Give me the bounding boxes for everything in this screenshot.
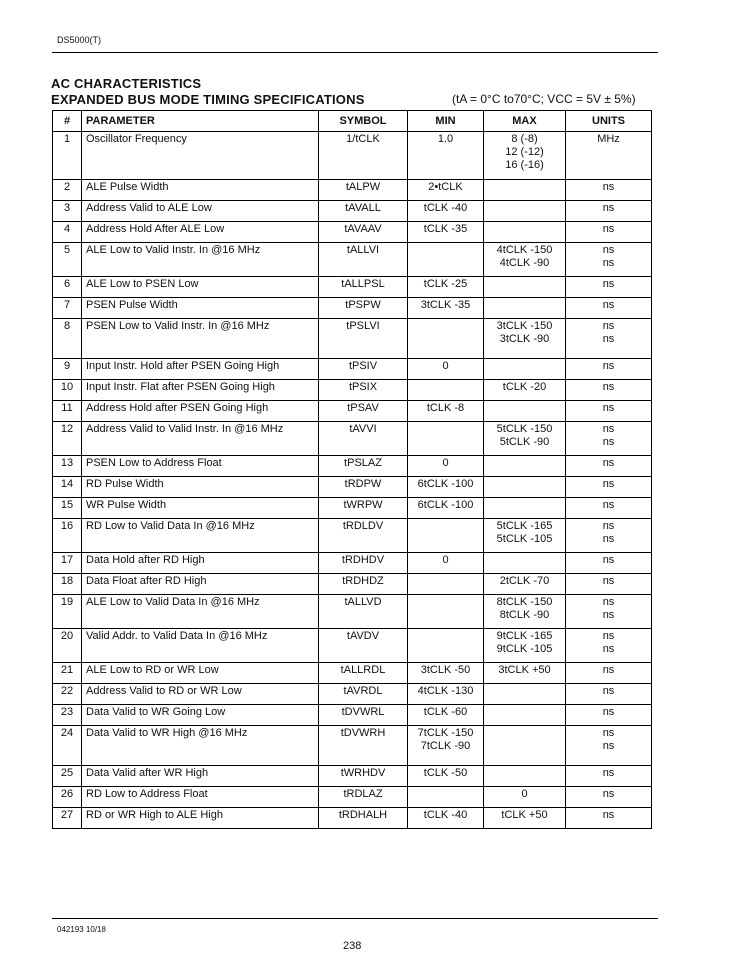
row-number: 6 bbox=[53, 277, 82, 298]
table-row bbox=[53, 359, 652, 380]
row-number: 3 bbox=[53, 201, 82, 222]
max-cell bbox=[484, 456, 566, 477]
symbol-cell: tALLVD bbox=[319, 595, 408, 629]
table-row bbox=[53, 180, 652, 201]
min-cell bbox=[408, 243, 484, 277]
units-cell bbox=[566, 705, 652, 726]
row-number: 5 bbox=[53, 243, 82, 277]
max-cell bbox=[484, 298, 566, 319]
symbol-cell: tAVAAV bbox=[319, 222, 408, 243]
units-value: ns bbox=[602, 706, 615, 718]
units-cell bbox=[566, 663, 652, 684]
units-cell bbox=[566, 422, 652, 456]
units-value: ns bbox=[602, 609, 615, 621]
row-number: 4 bbox=[53, 222, 82, 243]
parameter-cell: PSEN Pulse Width bbox=[82, 298, 319, 319]
row-number: 13 bbox=[53, 456, 82, 477]
units-value: ns bbox=[602, 244, 615, 256]
min-cell bbox=[408, 595, 484, 629]
test-conditions: (tA = 0°C to70°C; VCC = 5V ± 5%) bbox=[452, 92, 636, 106]
row-number: 10 bbox=[53, 380, 82, 401]
min-cell: 4tCLK -130 bbox=[408, 684, 484, 705]
units-cell bbox=[566, 298, 652, 319]
col-header-max: MAX bbox=[484, 111, 566, 132]
table-row bbox=[53, 477, 652, 498]
min-cell: 3tCLK -50 bbox=[408, 663, 484, 684]
row-number: 23 bbox=[53, 705, 82, 726]
units-value: ns bbox=[602, 402, 615, 414]
symbol-cell: tRDLAZ bbox=[319, 787, 408, 808]
parameter-cell: Data Valid to WR High @16 MHz bbox=[82, 726, 319, 766]
units-value: ns bbox=[602, 520, 615, 532]
row-number: 20 bbox=[53, 629, 82, 663]
parameter-cell: Input Instr. Hold after PSEN Going High bbox=[82, 359, 319, 380]
parameter-cell: ALE Low to Valid Data In @16 MHz bbox=[82, 595, 319, 629]
parameter-cell: Address Valid to Valid Instr. In @16 MHz bbox=[82, 422, 319, 456]
symbol-cell: tWRPW bbox=[319, 498, 408, 519]
table-row bbox=[53, 519, 652, 553]
table-row bbox=[53, 629, 652, 663]
units-cell bbox=[566, 277, 652, 298]
table-body bbox=[53, 132, 652, 829]
units-value: ns bbox=[602, 685, 615, 697]
units-cell bbox=[566, 222, 652, 243]
max-cell bbox=[484, 595, 566, 629]
parameter-cell: ALE Pulse Width bbox=[82, 180, 319, 201]
units-cell bbox=[566, 201, 652, 222]
row-number: 21 bbox=[53, 663, 82, 684]
table-row bbox=[53, 201, 652, 222]
units-cell bbox=[566, 787, 652, 808]
symbol-cell: tDVWRL bbox=[319, 705, 408, 726]
parameter-cell: Valid Addr. to Valid Data In @16 MHz bbox=[82, 629, 319, 663]
max-value: 5tCLK -165 bbox=[496, 520, 553, 532]
table-row bbox=[53, 277, 652, 298]
table-row bbox=[53, 726, 652, 766]
footer-code: 042193 10/18 bbox=[57, 925, 106, 934]
symbol-cell: tRDHDV bbox=[319, 553, 408, 574]
table-row bbox=[53, 401, 652, 422]
units-cell bbox=[566, 243, 652, 277]
max-value: tCLK +50 bbox=[501, 809, 548, 821]
timing-spec-table bbox=[52, 110, 652, 829]
max-cell bbox=[484, 201, 566, 222]
symbol-cell: tPSIV bbox=[319, 359, 408, 380]
table-row bbox=[53, 553, 652, 574]
units-value: ns bbox=[602, 457, 615, 469]
min-cell bbox=[408, 422, 484, 456]
max-cell bbox=[484, 380, 566, 401]
units-value: ns bbox=[602, 181, 615, 193]
parameter-cell: RD Pulse Width bbox=[82, 477, 319, 498]
parameter-cell: RD or WR High to ALE High bbox=[82, 808, 319, 829]
table-row bbox=[53, 132, 652, 180]
table-row bbox=[53, 808, 652, 829]
min-cell bbox=[408, 574, 484, 595]
parameter-cell: Data Valid after WR High bbox=[82, 766, 319, 787]
row-number: 22 bbox=[53, 684, 82, 705]
section-title-line2: EXPANDED BUS MODE TIMING SPECIFICATIONS bbox=[51, 92, 365, 107]
max-value: tCLK -20 bbox=[502, 381, 547, 393]
units-value: ns bbox=[602, 664, 615, 676]
row-number: 14 bbox=[53, 477, 82, 498]
row-number: 18 bbox=[53, 574, 82, 595]
max-cell bbox=[484, 222, 566, 243]
parameter-cell: Input Instr. Flat after PSEN Going High bbox=[82, 380, 319, 401]
parameter-cell: Address Hold after PSEN Going High bbox=[82, 401, 319, 422]
parameter-cell: ALE Low to Valid Instr. In @16 MHz bbox=[82, 243, 319, 277]
footer-rule bbox=[52, 918, 658, 919]
units-cell bbox=[566, 595, 652, 629]
parameter-cell: Data Hold after RD High bbox=[82, 553, 319, 574]
max-value: 0 bbox=[521, 788, 528, 800]
units-cell bbox=[566, 726, 652, 766]
row-number: 26 bbox=[53, 787, 82, 808]
page-number: 238 bbox=[343, 940, 362, 952]
max-value: 16 (-16) bbox=[505, 159, 544, 171]
units-value: ns bbox=[602, 223, 615, 235]
symbol-cell: tRDHALH bbox=[319, 808, 408, 829]
max-value: 4tCLK -150 bbox=[496, 244, 553, 256]
units-value: ns bbox=[602, 333, 615, 345]
units-value: ns bbox=[602, 533, 615, 545]
row-number: 9 bbox=[53, 359, 82, 380]
table-row bbox=[53, 705, 652, 726]
max-value: 2tCLK -70 bbox=[499, 575, 550, 587]
symbol-cell: tPSAV bbox=[319, 401, 408, 422]
symbol-cell: tALLPSL bbox=[319, 277, 408, 298]
symbol-cell: tALPW bbox=[319, 180, 408, 201]
col-header-min: MIN bbox=[408, 111, 484, 132]
row-number: 1 bbox=[53, 132, 82, 180]
symbol-cell: tRDLDV bbox=[319, 519, 408, 553]
units-cell bbox=[566, 574, 652, 595]
max-cell bbox=[484, 808, 566, 829]
min-cell: 0 bbox=[408, 456, 484, 477]
units-cell bbox=[566, 132, 652, 180]
units-value: ns bbox=[602, 436, 615, 448]
parameter-cell: WR Pulse Width bbox=[82, 498, 319, 519]
units-cell bbox=[566, 456, 652, 477]
units-cell bbox=[566, 380, 652, 401]
max-value: 4tCLK -90 bbox=[499, 257, 550, 269]
min-cell: 1.0 bbox=[408, 132, 484, 180]
max-cell bbox=[484, 498, 566, 519]
symbol-cell: tPSPW bbox=[319, 298, 408, 319]
units-value: ns bbox=[602, 257, 615, 269]
table-row bbox=[53, 380, 652, 401]
symbol-cell: tWRHDV bbox=[319, 766, 408, 787]
min-cell: 0 bbox=[408, 359, 484, 380]
table-row bbox=[53, 595, 652, 629]
max-value: 8 (-8) bbox=[511, 133, 538, 145]
max-value: 3tCLK -90 bbox=[499, 333, 550, 345]
units-cell bbox=[566, 319, 652, 359]
max-value: 3tCLK +50 bbox=[498, 664, 551, 676]
min-cell: 6tCLK -100 bbox=[408, 498, 484, 519]
units-value: ns bbox=[602, 278, 615, 290]
symbol-cell: tPSIX bbox=[319, 380, 408, 401]
min-cell: 6tCLK -100 bbox=[408, 477, 484, 498]
symbol-cell: tALLRDL bbox=[319, 663, 408, 684]
symbol-cell: tAVVI bbox=[319, 422, 408, 456]
max-cell bbox=[484, 477, 566, 498]
max-cell bbox=[484, 132, 566, 180]
row-number: 27 bbox=[53, 808, 82, 829]
table-row bbox=[53, 787, 652, 808]
symbol-cell: tPSLAZ bbox=[319, 456, 408, 477]
max-cell bbox=[484, 684, 566, 705]
units-value: ns bbox=[602, 643, 615, 655]
section-title-line1: AC CHARACTERISTICS bbox=[51, 76, 202, 91]
parameter-cell: Address Hold After ALE Low bbox=[82, 222, 319, 243]
row-number: 12 bbox=[53, 422, 82, 456]
max-cell bbox=[484, 180, 566, 201]
max-value: 5tCLK -90 bbox=[499, 436, 550, 448]
units-value: ns bbox=[602, 809, 615, 821]
min-cell bbox=[408, 319, 484, 359]
max-cell bbox=[484, 422, 566, 456]
max-cell bbox=[484, 519, 566, 553]
max-cell bbox=[484, 663, 566, 684]
units-value: ns bbox=[602, 575, 615, 587]
units-value: ns bbox=[602, 423, 615, 435]
min-cell: 2•tCLK bbox=[408, 180, 484, 201]
parameter-cell: Data Valid to WR Going Low bbox=[82, 705, 319, 726]
parameter-cell: RD Low to Address Float bbox=[82, 787, 319, 808]
symbol-cell: tALLVI bbox=[319, 243, 408, 277]
units-cell bbox=[566, 401, 652, 422]
max-cell bbox=[484, 726, 566, 766]
parameter-cell: Data Float after RD High bbox=[82, 574, 319, 595]
table-row bbox=[53, 684, 652, 705]
units-value: ns bbox=[602, 499, 615, 511]
max-cell bbox=[484, 277, 566, 298]
min-cell: tCLK -40 bbox=[408, 808, 484, 829]
table-row bbox=[53, 498, 652, 519]
max-cell bbox=[484, 553, 566, 574]
units-value: ns bbox=[602, 554, 615, 566]
table-row bbox=[53, 574, 652, 595]
min-cell: tCLK -60 bbox=[408, 705, 484, 726]
units-value: ns bbox=[602, 360, 615, 372]
units-value: ns bbox=[602, 381, 615, 393]
table-header-row bbox=[53, 111, 652, 132]
parameter-cell: Address Valid to RD or WR Low bbox=[82, 684, 319, 705]
units-cell bbox=[566, 498, 652, 519]
parameter-cell: PSEN Low to Valid Instr. In @16 MHz bbox=[82, 319, 319, 359]
max-value: 8tCLK -90 bbox=[499, 609, 550, 621]
units-value: ns bbox=[602, 727, 615, 739]
units-cell bbox=[566, 359, 652, 380]
min-cell: tCLK -40 bbox=[408, 201, 484, 222]
units-cell bbox=[566, 684, 652, 705]
col-header-num: # bbox=[53, 111, 82, 132]
symbol-cell: tAVALL bbox=[319, 201, 408, 222]
row-number: 16 bbox=[53, 519, 82, 553]
units-value: ns bbox=[602, 478, 615, 490]
row-number: 17 bbox=[53, 553, 82, 574]
max-cell bbox=[484, 243, 566, 277]
row-number: 2 bbox=[53, 180, 82, 201]
table-row bbox=[53, 422, 652, 456]
parameter-cell: Oscillator Frequency bbox=[82, 132, 319, 180]
parameter-cell: ALE Low to RD or WR Low bbox=[82, 663, 319, 684]
units-value: ns bbox=[602, 596, 615, 608]
min-cell: tCLK -35 bbox=[408, 222, 484, 243]
col-header-parameter: PARAMETER bbox=[82, 111, 319, 132]
units-value: ns bbox=[602, 740, 615, 752]
row-number: 25 bbox=[53, 766, 82, 787]
row-number: 8 bbox=[53, 319, 82, 359]
table-row bbox=[53, 298, 652, 319]
row-number: 7 bbox=[53, 298, 82, 319]
max-cell bbox=[484, 787, 566, 808]
units-value: ns bbox=[602, 767, 615, 779]
units-cell bbox=[566, 477, 652, 498]
header-rule bbox=[52, 52, 658, 53]
parameter-cell: Address Valid to ALE Low bbox=[82, 201, 319, 222]
max-value: 8tCLK -150 bbox=[496, 596, 553, 608]
min-cell: tCLK -8 bbox=[408, 401, 484, 422]
max-value: 12 (-12) bbox=[505, 146, 544, 158]
units-cell bbox=[566, 519, 652, 553]
table-row bbox=[53, 243, 652, 277]
row-number: 24 bbox=[53, 726, 82, 766]
symbol-cell: tRDPW bbox=[319, 477, 408, 498]
units-value: ns bbox=[602, 788, 615, 800]
units-value: ns bbox=[602, 630, 615, 642]
max-value: 9tCLK -105 bbox=[496, 643, 553, 655]
max-cell bbox=[484, 574, 566, 595]
row-number: 19 bbox=[53, 595, 82, 629]
max-value: 3tCLK -150 bbox=[496, 320, 553, 332]
table-row bbox=[53, 766, 652, 787]
max-value: 5tCLK -105 bbox=[496, 533, 553, 545]
parameter-cell: RD Low to Valid Data In @16 MHz bbox=[82, 519, 319, 553]
symbol-cell: tAVDV bbox=[319, 629, 408, 663]
min-cell bbox=[408, 629, 484, 663]
max-cell bbox=[484, 319, 566, 359]
symbol-cell: tPSLVI bbox=[319, 319, 408, 359]
max-cell bbox=[484, 705, 566, 726]
min-cell bbox=[408, 787, 484, 808]
max-value: 9tCLK -165 bbox=[496, 630, 553, 642]
symbol-cell: tDVWRH bbox=[319, 726, 408, 766]
units-value: MHz bbox=[597, 133, 620, 145]
max-cell bbox=[484, 401, 566, 422]
units-value: ns bbox=[602, 320, 615, 332]
units-value: ns bbox=[602, 299, 615, 311]
min-cell bbox=[408, 519, 484, 553]
units-cell bbox=[566, 180, 652, 201]
min-cell: tCLK -25 bbox=[408, 277, 484, 298]
row-number: 11 bbox=[53, 401, 82, 422]
table-row bbox=[53, 319, 652, 359]
col-header-units: UNITS bbox=[566, 111, 652, 132]
min-cell: tCLK -50 bbox=[408, 766, 484, 787]
units-cell bbox=[566, 766, 652, 787]
row-number: 15 bbox=[53, 498, 82, 519]
table-row bbox=[53, 663, 652, 684]
section-title bbox=[51, 76, 365, 108]
max-value: 5tCLK -150 bbox=[496, 423, 553, 435]
units-cell bbox=[566, 808, 652, 829]
max-cell bbox=[484, 359, 566, 380]
units-cell bbox=[566, 629, 652, 663]
parameter-cell: ALE Low to PSEN Low bbox=[82, 277, 319, 298]
table-row bbox=[53, 222, 652, 243]
min-cell: 3tCLK -35 bbox=[408, 298, 484, 319]
document-code: DS5000(T) bbox=[57, 35, 102, 45]
units-value: ns bbox=[602, 202, 615, 214]
col-header-symbol: SYMBOL bbox=[319, 111, 408, 132]
symbol-cell: 1/tCLK bbox=[319, 132, 408, 180]
min-cell: 7tCLK -150 7tCLK -90 bbox=[408, 726, 484, 766]
min-cell: 0 bbox=[408, 553, 484, 574]
min-cell bbox=[408, 380, 484, 401]
parameter-cell: PSEN Low to Address Float bbox=[82, 456, 319, 477]
max-cell bbox=[484, 629, 566, 663]
units-cell bbox=[566, 553, 652, 574]
table-row bbox=[53, 456, 652, 477]
symbol-cell: tAVRDL bbox=[319, 684, 408, 705]
max-cell bbox=[484, 766, 566, 787]
symbol-cell: tRDHDZ bbox=[319, 574, 408, 595]
